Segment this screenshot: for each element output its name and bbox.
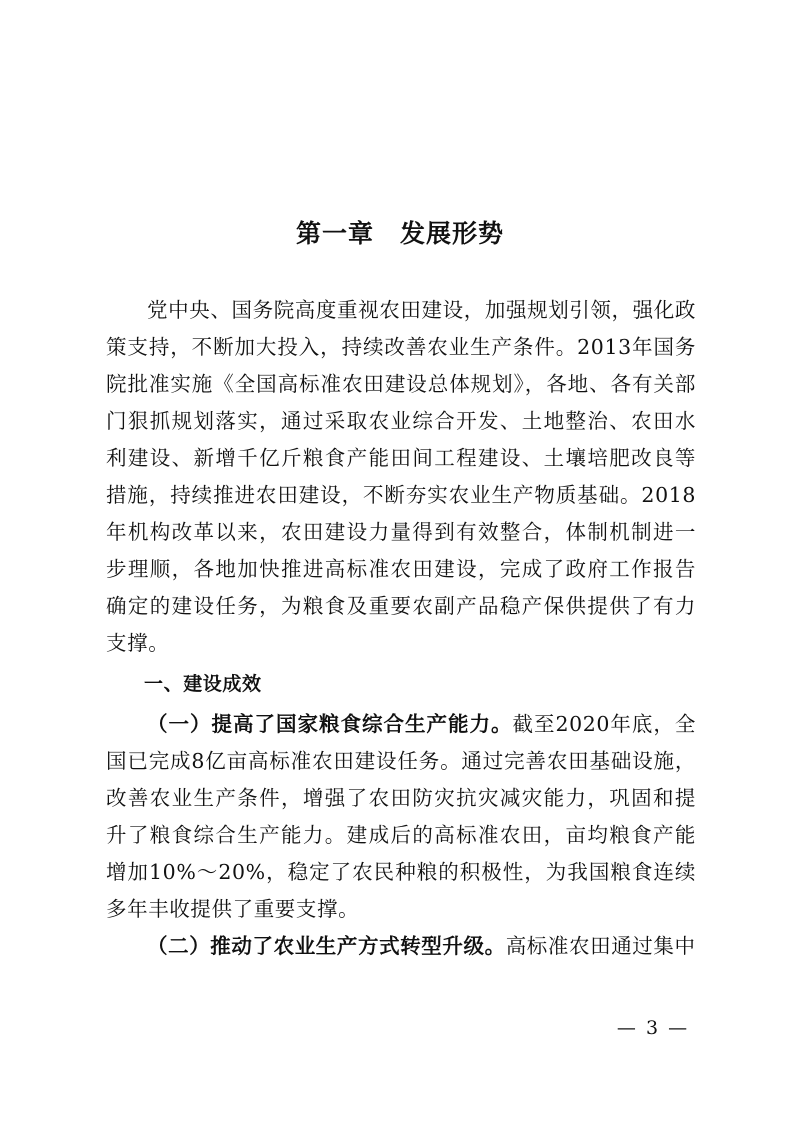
page-number: — 3 — xyxy=(616,1017,690,1039)
intro-paragraph: 党中央、国务院高度重视农田建设，加强规划引领，强化政策支持，不断加大投入，持续改善农业生产条件。2013年国务院批准实施《全国高标准农田建设总体规划》，各地、各有关部门狠抓规划落实，通过采取农业综合开发、土地整治、农田水利建设、新增千亿斤粮食产能田间工程建设、土壤培肥改良等措施，持续推进农田建设，不断夯实农业生产物质基础。2018年机构改革以来，农田建设力量得到有效整合，体制机制进一步理顺，各地加快推进高标准农田建设，完成了政府工作报告确定的建设任务，为粮食及重要农副产品稳产保供提供了有力支撑。 xyxy=(106,298,696,655)
chapter-title: 第一章 发展形势 xyxy=(295,219,504,248)
item-paragraph-2 xyxy=(106,928,696,965)
item-text-1: 截至2020年底，全国已完成8亿亩高标准农田建设任务。通过完善农田基础设施，改善农业生产条件，增强了农田防灾抗灾减灾能力，巩固和提升了粮食综合生产能力。建成后的高标准农田，亩均粮食产能增加10%～20%，稳定了农民种粮的积极性，为我国粮食连续多年丰收提供了重要支撑。 xyxy=(106,712,697,921)
item-text-2: 高标准农田通过集中 xyxy=(505,934,696,958)
body-text xyxy=(106,292,696,965)
section-heading: 一、建设成效 xyxy=(144,673,262,695)
item-lead-1: （一）提高了国家粮食综合生产能力。 xyxy=(147,712,513,736)
item-lead-2: （二）推动了农业生产方式转型升级。 xyxy=(147,934,506,958)
item-paragraph-1 xyxy=(106,706,696,928)
